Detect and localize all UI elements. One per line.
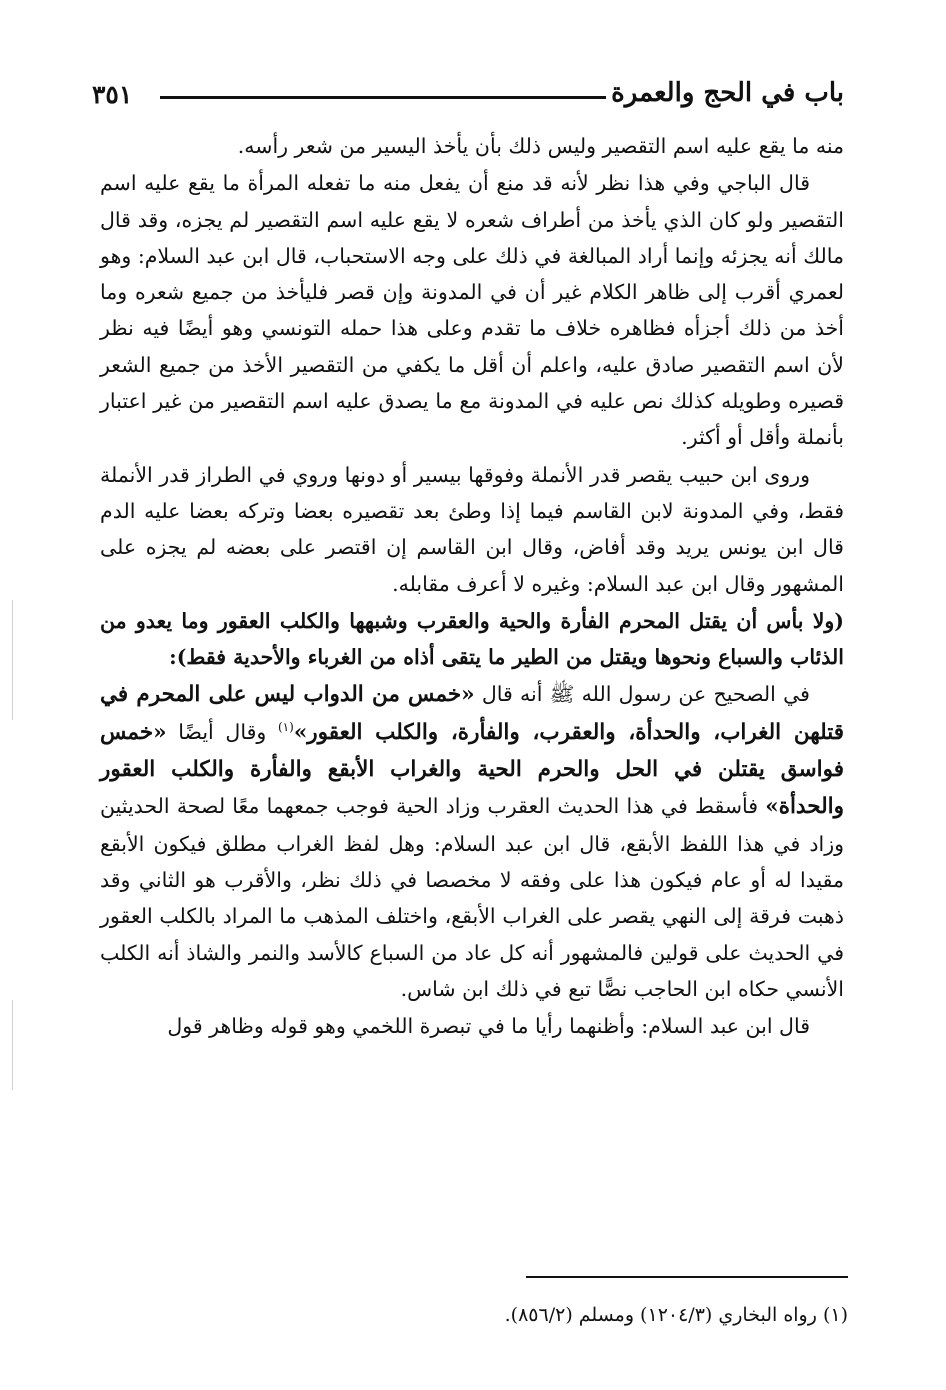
paragraph: وروى ابن حبيب يقصر قدر الأنملة وفوقها بيسير أو دونها وروي في الطراز قدر الأنملة فقط، وفي المدونة لابن القاسم فيما إذا وطئ بعد تقصيره بعضا وتركه بعضا عليه الدم قال ابن يونس يريد وقد أفاض، وقال ابن القاسم إن اقتصر على بعضه لم يجزه على المشهور وقال ابن عبد السلام: وغيره لا أعرف مقابله. bbox=[100, 462, 844, 596]
footnote: (١) رواه البخاري (١٢٠٤/٣) ومسلم (٨٥٦/٢). bbox=[504, 1304, 848, 1326]
scan-margin-mark bbox=[12, 600, 13, 720]
page-number: ٣٥١ bbox=[92, 80, 133, 109]
matn-text: (ولا بأس أن يقتل المحرم الفأرة والحية والعقرب وشبهها والكلب العقور وما يعدو من الذئاب والسباع ونحوها ويقتل من الطير ما يتقى أذاه من الغرباء والأحدية فقط): bbox=[100, 608, 844, 670]
main-text bbox=[100, 128, 844, 1044]
header-rule bbox=[160, 96, 606, 99]
footnote-rule bbox=[526, 1276, 848, 1278]
paragraph: قال الباجي وفي هذا نظر لأنه قد منع أن يفعل منه ما تفعله المرأة ما يقع عليه اسم التقصير ولو كان الذي يأخذ من أطراف شعره لا يقع عليه اسم التقصير لم يجزه، وقد قال مالك أنه يجزئه وإنما أراد المبالغة في ذلك على وجه الاستحباب، قال ابن عبد السلام: وهو لعمري أقرب إلى ظاهر الكلام غير أن في المدونة وإن قصر فليأخذ من جميع شعره وما أخذ من ذلك أجزأه فظاهره خلاف ما تقدم وعلى هذا حمله التونسي وهو أيضًا فيه نظر لأن اسم التقصير صادق عليه، واعلم أن أقل ما يكفي من التقصير الأخذ من جميع الشعر قصيره وطويله كذلك نص عليه في المدونة مع ما يصدق عليه اسم التقصير من غير اعتبار بأنملة وأقل أو أكثر. bbox=[100, 171, 844, 450]
page-header bbox=[92, 74, 844, 118]
commentary-text: فأسقط في هذا الحديث العقرب وزاد الحية فوجب جمعهما معًا لصحة الحديثين وزاد في هذا اللفظ الأبقع، قال ابن عبد السلام: وهل لفظ الغراب مطلق فيكون الأبقع مقيدا له أو عام فيكون هذا على وفقه لا مخصصا في ذلك نظر، والأقرب هو الثاني وقد ذهبت فرقة إلى النهي يقصر على الغراب الأبقع، واختلف المذهب ما المراد بالكلب العقور في الحديث على قولين فالمشهور أنه كل عاد من السباع كالأسد والنمر والشاذ أنه الكلب الأنسي حكاه ابن الحاجب نصًّا تبع في ذلك ابن شاس. bbox=[100, 794, 844, 1001]
hadith-quote: «خمس فواسق يقتلن في الحل والحرم الحية والغراب الأبقع والفأرة والكلب العقور والحدأة» bbox=[100, 719, 844, 820]
scan-margin-mark bbox=[12, 1000, 13, 1090]
hadith-connector: وقال أيضًا bbox=[178, 719, 267, 744]
hadith-quote: «خمس من الدواب ليس على المحرم في قتلهن الغراب، والحدأة، والعقرب، والفأرة، والكلب العقور» bbox=[100, 682, 844, 745]
hadith-paragraph bbox=[100, 676, 844, 1007]
hadith-intro: في الصحيح عن رسول الله ﷺ أنه قال bbox=[481, 682, 810, 707]
footnote-marker[interactable]: (١) bbox=[277, 719, 294, 734]
running-title: باب في الحج والعمرة bbox=[611, 78, 844, 108]
paragraph: قال ابن عبد السلام: وأظنهما رأيا ما في تبصرة اللخمي وهو قوله وظاهر قول bbox=[167, 1014, 810, 1039]
paragraph: منه ما يقع عليه اسم التقصير وليس ذلك بأن يأخذ اليسير من شعر رأسه. bbox=[237, 134, 844, 158]
